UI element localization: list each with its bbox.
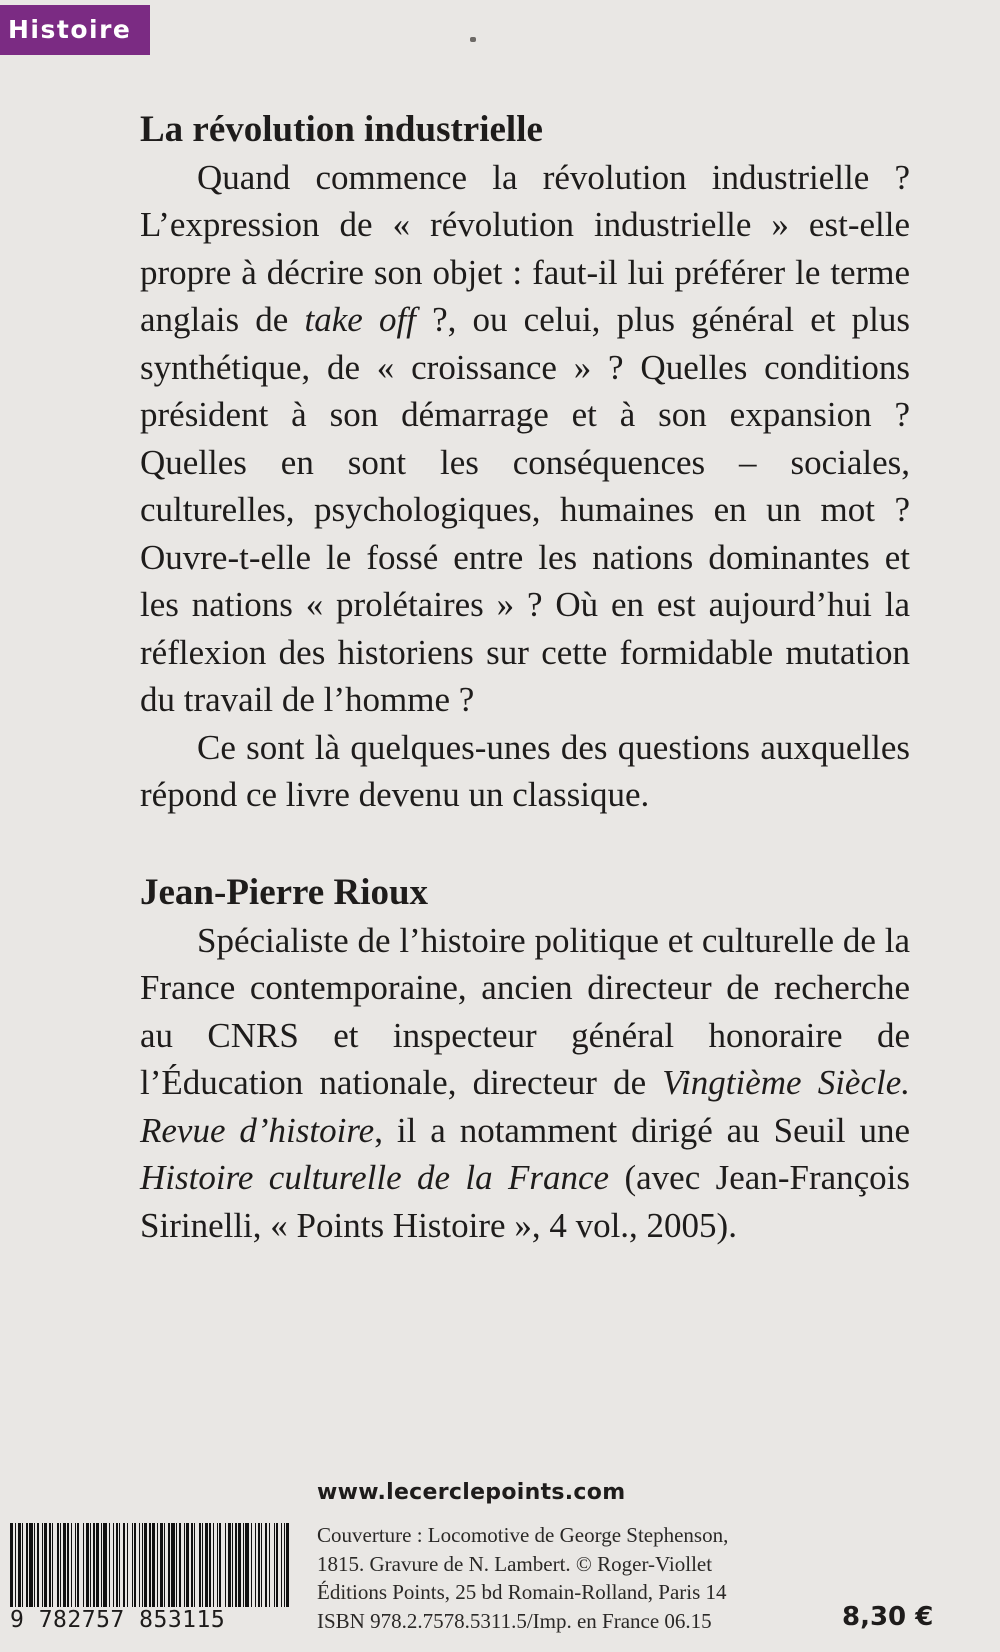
summary-paragraph-2: Ce sont là quelques-unes des questions auxquelles répond ce livre devenu un classique. (140, 727, 910, 814)
summary-paragraph-1 (140, 154, 910, 724)
author-bio-text-c: (avec Jean-François Sirinelli, « Points Histoire », 4 vol., 2005). (140, 1158, 911, 1245)
credit-line-2: 1815. Gravure de N. Lambert. © Roger-Viollet (317, 1551, 713, 1576)
author-name: Jean-Pierre Rioux (140, 872, 429, 913)
price-label: 8,30 € (842, 1602, 934, 1632)
summary-text-b: ?, ou celui, plus général et plus synthétique, de « croissance » ? Quelles conditions président à son démarrage et à son expansion ? Quelles en sont les conséquences – sociales, culturelles, psychologiques, humaines en un mot ? Ouvre-t-elle le fossé entre les nations dominantes et les nations « prolétaires » ? Où en est aujourd’hui la réflexion des historiens sur cette formidable mutation du travail de l’homme ? (140, 300, 910, 719)
barcode-number: 9 782757 853115 (10, 1607, 293, 1633)
author-section (140, 869, 910, 1249)
barcode-bar (289, 1523, 291, 1609)
author-bio-text-b: , il a notamment dirigé au Seuil une (374, 1110, 910, 1150)
summary-text-italic: take off (304, 300, 416, 339)
author-bio (140, 917, 910, 1250)
summary-section (140, 106, 910, 819)
isbn-barcode (10, 1523, 293, 1635)
series-tag: Histoire (0, 5, 150, 55)
credits-block (317, 1521, 787, 1635)
summary-title: La révolution industrielle (140, 109, 543, 150)
credit-line-1: Couverture : Locomotive de George Stephenson, (317, 1523, 729, 1547)
credit-line-4: ISBN 978.2.7578.5311.5/Imp. en France 06.15 (317, 1608, 712, 1633)
credit-line-3: Éditions Points, 25 bd Romain-Rolland, Paris 14 (317, 1580, 727, 1604)
print-speck (470, 37, 476, 42)
author-bio-italic-book: Histoire culturelle de la France (140, 1158, 610, 1197)
summary-text-a: Quand commence la révolution industrielle ? L’expression de « révolution industrielle » est-elle propre à décrire son objet : faut-il lui préférer le terme anglais de (140, 157, 910, 339)
author-bio-text-a: Spécialiste de l’histoire politique et culturelle de la France contemporaine, ancien directeur de recherche au CNRS et inspecteur général honoraire de l’Éducation nationale, directeur de (140, 920, 910, 1102)
barcode-bars (10, 1523, 293, 1611)
publisher-website[interactable]: www.lecerclepoints.com (317, 1480, 626, 1505)
author-bio-italic-journal: Vingtième Siècle. Revue d’histoire (140, 1063, 911, 1150)
